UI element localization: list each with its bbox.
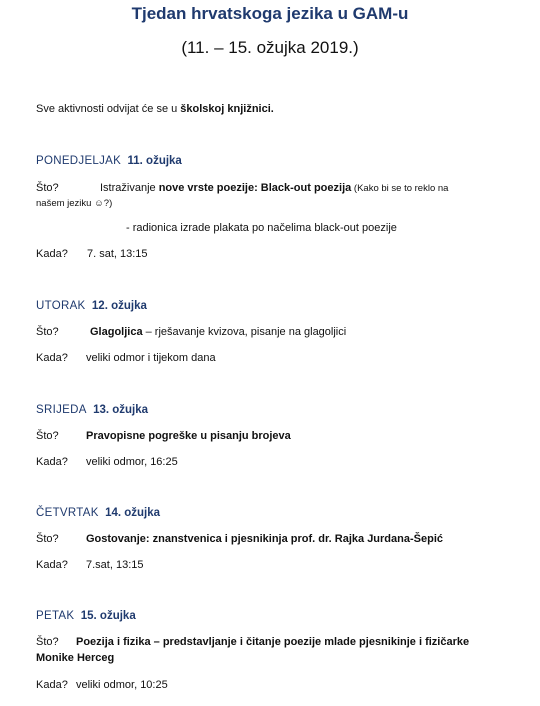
when-line-monday xyxy=(36,248,506,260)
what-bold: nove vrste poezije: Black-out poezija xyxy=(158,182,352,194)
day-heading-thursday xyxy=(36,507,160,519)
what-bold: Gostovanje: znanstvenica i pjesnikinja prof. dr. Rajka Jurdana-Šepić xyxy=(86,533,443,545)
day-date: 13. ožujka xyxy=(93,404,149,416)
when-label: Kada? xyxy=(36,679,68,691)
intro-bold: školskoj knjižnici. xyxy=(180,103,274,115)
when-value: 7.sat, 13:15 xyxy=(86,559,144,571)
what-label: Što? xyxy=(36,182,59,194)
what-line-monday xyxy=(36,182,506,194)
when-label: Kada? xyxy=(36,352,68,364)
what-note: (Kako bi se to reklo na xyxy=(351,183,449,194)
what-bold: Glagoljica xyxy=(90,326,143,338)
when-label: Kada? xyxy=(36,559,68,571)
when-line-tuesday xyxy=(36,352,506,364)
what-label: Što? xyxy=(36,533,59,545)
page-subtitle: (11. – 15. ožujka 2019.) xyxy=(181,38,359,57)
intro-plain: Sve aktivnosti odvijat će se u xyxy=(36,103,181,115)
when-line-wednesday xyxy=(36,456,506,468)
when-value: veliki odmor, 10:25 xyxy=(76,679,168,691)
what-label: Što? xyxy=(36,326,59,338)
what-label: Što? xyxy=(36,636,59,648)
what-bold: Poezija i fizika – predstavljanje i čitanje poezije mlade pjesnikinje i fizičarke xyxy=(76,636,470,648)
day-name: SRIJEDA xyxy=(36,404,87,416)
day-name: UTORAK xyxy=(36,300,86,312)
when-label: Kada? xyxy=(36,456,68,468)
what-line-wednesday xyxy=(36,430,506,442)
when-value: veliki odmor, 16:25 xyxy=(86,456,178,468)
when-value: veliki odmor i tijekom dana xyxy=(86,352,216,364)
what-bold: Pravopisne pogreške u pisanju brojeva xyxy=(86,430,291,442)
what-line2-friday: Monike Herceg xyxy=(36,652,115,664)
day-name: PETAK xyxy=(36,610,75,622)
day-name: PONEDJELJAK xyxy=(36,155,122,167)
day-date: 15. ožujka xyxy=(80,610,136,622)
when-value: 7. sat, 13:15 xyxy=(87,248,148,260)
when-line-thursday xyxy=(36,559,506,571)
day-heading-friday xyxy=(36,610,136,622)
day-date: 11. ožujka xyxy=(127,155,182,167)
intro-text xyxy=(36,103,274,115)
day-date: 12. ožujka xyxy=(91,300,147,312)
what-plain: – rješavanje kvizova, pisanje na glagoljici xyxy=(142,326,347,338)
when-label: Kada? xyxy=(36,248,68,260)
extra-line-monday: - radionica izrade plakata po načelima black-out poezije xyxy=(126,222,397,234)
what-line-thursday xyxy=(36,533,506,545)
day-name: ČETVRTAK xyxy=(36,507,99,519)
day-heading-monday xyxy=(36,155,182,167)
what-label: Što? xyxy=(36,430,59,442)
what-line-tuesday xyxy=(36,326,506,338)
day-heading-wednesday xyxy=(36,404,148,416)
day-date: 14. ožujka xyxy=(105,507,161,519)
what-note-line-monday: našem jeziku ☺?) xyxy=(36,198,113,209)
page-title: Tjedan hrvatskoga jezika u GAM-u xyxy=(131,4,409,23)
what-plain: Istraživanje xyxy=(100,182,159,194)
day-heading-tuesday xyxy=(36,300,147,312)
when-line-friday xyxy=(36,679,506,691)
what-line-friday xyxy=(36,636,506,648)
